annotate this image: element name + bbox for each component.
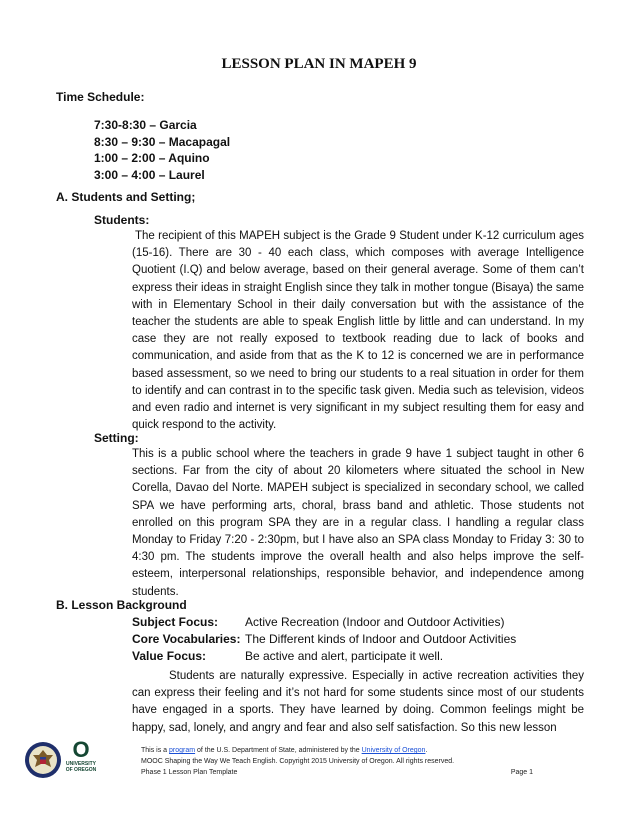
core-vocab-row <box>132 632 516 646</box>
subject-focus-value: Active Recreation (Indoor and Outdoor Activities) <box>245 615 505 629</box>
footer-line-1 <box>141 745 533 756</box>
schedule-item: 3:00 – 4:00 – Laurel <box>94 167 205 182</box>
subject-focus-label: Subject Focus: <box>132 615 219 629</box>
footer-text: . <box>425 747 428 754</box>
value-focus-row <box>132 649 443 663</box>
schedule-item: 1:00 – 2:00 – Aquino <box>94 151 210 165</box>
uo-logo-text-2: OF OREGON <box>65 767 97 773</box>
schedule-list <box>94 117 230 183</box>
section-b-heading: B. Lesson Background <box>56 598 187 612</box>
schedule-item: 7:30-8:30 – Garcia <box>94 118 197 132</box>
page-footer <box>141 745 533 778</box>
page-title: LESSON PLAN IN MAPEH 9 <box>221 56 417 72</box>
setting-heading: Setting: <box>94 431 139 445</box>
core-vocab-label: Core Vocabularies: <box>132 632 241 646</box>
time-schedule-heading: Time Schedule: <box>56 90 145 104</box>
footer-line-2: MOOC Shaping the Way We Teach English. Copyright 2015 University of Oregon. All rights reserved. <box>141 758 455 765</box>
state-department-seal-icon <box>24 741 62 779</box>
footer-text: This is a <box>141 747 170 754</box>
footer-line-3: Phase 1 Lesson Plan Template <box>141 769 238 776</box>
lesson-background-paragraph: Students are naturally expressive. Especially in active recreation activities they can express their feeling and it’s not hard for some students since most of our students have engaged in a sports. They have learned by doing. Common feelings might be happy, sad, lonely, and angry and fear and also self satisfaction. So this new lesson <box>132 670 584 734</box>
core-vocab-value: The Different kinds of Indoor and Outdoor Activities <box>245 632 517 646</box>
students-heading: Students: <box>94 213 150 227</box>
students-paragraph: The recipient of this MAPEH subject is the Grade 9 Student under K-12 curriculum ages (15-16). There are 30 - 40 each class, which composes with average Intelligence Quotient (I.Q) and below average, based on their general average. Some of them can’t express their ideas in straight English since they talk in mother tongue (Bisaya) the same with in Elementary School in their daily conversation but with the assistance of the teacher the students are able to speak English little by little and can understand. In my case they are not really exposed to textbook reading due to lack of books and communication, and aside from that as the K to 12 is concerned we are in performance based assessment, so we need to bring our students to a real situation in order for them to identify and can contrast in to the specific task given. Media such as television, videos and even radio and internet is very significant in my subject resulting them for easy and quick respond to the activity. <box>132 230 584 432</box>
value-focus-value: Be active and alert, participate it well. <box>245 649 444 663</box>
program-link[interactable]: program <box>169 747 196 754</box>
subject-focus-row <box>132 615 504 629</box>
schedule-item: 8:30 – 9:30 – Macapagal <box>94 134 231 149</box>
university-of-oregon-link[interactable]: University of Oregon <box>361 747 426 754</box>
uo-logo-text-1: UNIVERSITY <box>65 761 96 767</box>
section-a-heading: A. Students and Setting; <box>56 190 196 204</box>
page-number: Page 1 <box>510 769 533 776</box>
university-of-oregon-logo <box>64 739 98 773</box>
footer-text: of the U.S. Department of State, administered by the <box>195 747 362 754</box>
oregon-o-icon: O <box>72 737 90 762</box>
setting-paragraph: This is a public school where the teachers in grade 9 have 1 subject taught in other 6 sections. Far from the city of about 20 kilometers where situated the school in New Corella, Davao del Norte. MAPEH subject is specialized in secondary school, we called SPA we have performing arts, choral, brass band and athletic. Those students not enrolled on this program SPA they are in a regular class. I handling a regular class Monday to Friday 7:20 - 2:30pm, but I have also an SPA class Monday to Friday 3: 30 to 4:30 pm. The students improve the overall health and also helps improve the self-esteem, interpersonal relationships, responsible behavior, and independence among students. <box>132 448 584 598</box>
value-focus-label: Value Focus: <box>132 649 207 663</box>
